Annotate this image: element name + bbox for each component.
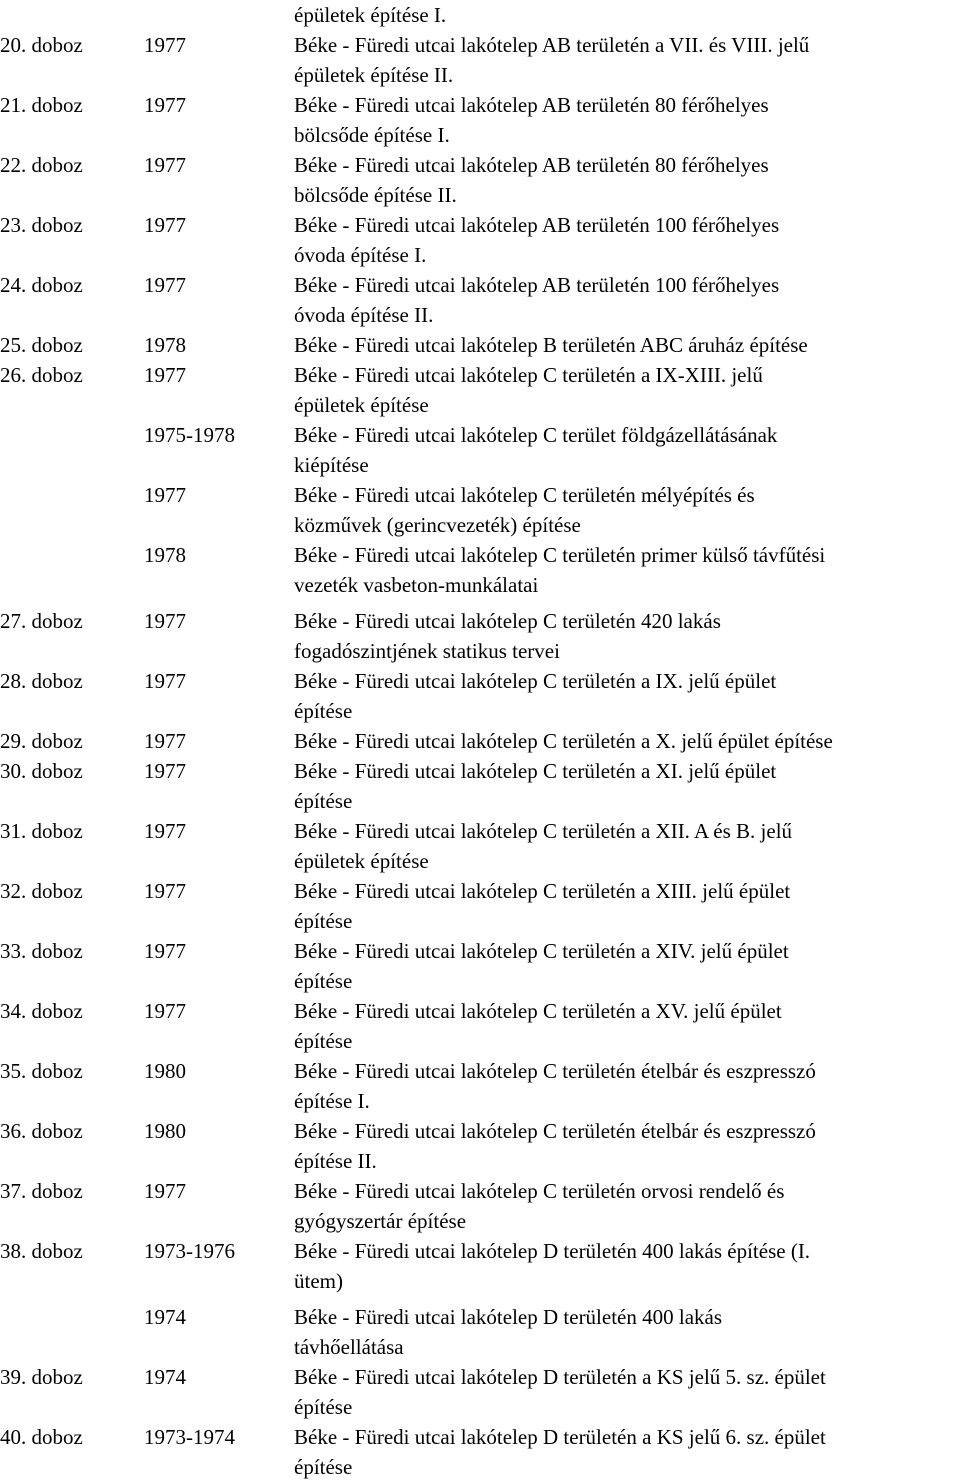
entry-description-line: Béke - Füredi utcai lakótelep C területén primer külső távfűtési — [294, 543, 826, 567]
box-number: 23. doboz — [0, 213, 83, 237]
entry-description-line: Béke - Füredi utcai lakótelep AB területén 100 férőhelyes — [294, 273, 780, 297]
entry-description-line: építése — [294, 1029, 353, 1053]
year: 1977 — [144, 879, 186, 903]
box-number: 34. doboz — [0, 999, 83, 1023]
entry-description-line: fogadószintjének statikus tervei — [294, 639, 560, 663]
entry-description-line: építése — [294, 909, 353, 933]
year: 1977 — [144, 939, 186, 963]
entry-description-line: Béke - Füredi utcai lakótelep C területén a XIII. jelű épület — [294, 879, 791, 903]
year: 1977 — [144, 363, 186, 387]
entry-description-line: Béke - Füredi utcai lakótelep C területén ételbár és eszpresszó — [294, 1059, 816, 1083]
list-item — [0, 1362, 960, 1422]
entry-description-line: épületek építése — [294, 849, 429, 873]
entry-description-line: közművek (gerincvezeték) építése — [294, 513, 581, 537]
box-number: 21. doboz — [0, 93, 83, 117]
entry-description-line: Béke - Füredi utcai lakótelep C területén a X. jelű épület építése — [294, 729, 833, 753]
entry-description-line: építése II. — [294, 1149, 377, 1173]
year: 1973-1976 — [144, 1239, 235, 1263]
entry-description-line: építése — [294, 1455, 353, 1479]
box-number: 29. doboz — [0, 729, 83, 753]
box-number: 25. doboz — [0, 333, 83, 357]
year: 1974 — [144, 1305, 186, 1329]
entry-description-line: Béke - Füredi utcai lakótelep C területén a XV. jelű épület — [294, 999, 782, 1023]
list-item — [0, 480, 960, 540]
entry-description-line: építése — [294, 789, 353, 813]
year: 1977 — [144, 1179, 186, 1203]
entry-description-line: Béke - Füredi utcai lakótelep C területén a XI. jelű épület — [294, 759, 777, 783]
year: 1977 — [144, 273, 186, 297]
entry-description-line: építése — [294, 699, 353, 723]
entry-description-line: építése — [294, 1395, 353, 1419]
list-item — [0, 1422, 960, 1482]
year: 1977 — [144, 33, 186, 57]
entry-description-line: Béke - Füredi utcai lakótelep C területén a XII. A és B. jelű — [294, 819, 793, 843]
box-number: 22. doboz — [0, 153, 83, 177]
year: 1977 — [144, 483, 186, 507]
entry-description-line: Béke - Füredi utcai lakótelep AB területén 80 férőhelyes — [294, 153, 769, 177]
list-item — [0, 1302, 960, 1362]
box-number: 38. doboz — [0, 1239, 83, 1263]
box-number: 24. doboz — [0, 273, 83, 297]
entry-description-line: Béke - Füredi utcai lakótelep AB területén 100 férőhelyes — [294, 213, 780, 237]
entry-description-line: bölcsőde építése I. — [294, 123, 450, 147]
list-item — [0, 996, 960, 1056]
entry-description-line: épületek építése — [294, 393, 429, 417]
year: 1977 — [144, 93, 186, 117]
box-number: 35. doboz — [0, 1059, 83, 1083]
list-item — [0, 666, 960, 726]
box-number: 31. doboz — [0, 819, 83, 843]
box-number: 26. doboz — [0, 363, 83, 387]
list-item — [0, 936, 960, 996]
box-number: 33. doboz — [0, 939, 83, 963]
entry-description-line: Béke - Füredi utcai lakótelep D területén 400 lakás építése (I. — [294, 1239, 811, 1263]
year: 1978 — [144, 333, 186, 357]
box-number: 39. doboz — [0, 1365, 83, 1389]
box-number: 20. doboz — [0, 33, 83, 57]
year: 1978 — [144, 543, 186, 567]
continuation-line — [0, 0, 960, 30]
entry-description-line: Béke - Füredi utcai lakótelep D területén a KS jelű 6. sz. épület — [294, 1425, 826, 1449]
entry-description-line: Béke - Füredi utcai lakótelep AB területén a VII. és VIII. jelű — [294, 33, 810, 57]
entry-description-line: óvoda építése I. — [294, 243, 427, 267]
year: 1977 — [144, 999, 186, 1023]
box-number: 37. doboz — [0, 1179, 83, 1203]
list-item — [0, 1176, 960, 1236]
box-number: 40. doboz — [0, 1425, 83, 1449]
entry-description-line: bölcsőde építése II. — [294, 183, 457, 207]
entry-description-line: kiépítése — [294, 453, 369, 477]
year: 1973-1974 — [144, 1425, 235, 1449]
entry-description-line: Béke - Füredi utcai lakótelep C területén a IX. jelű épület — [294, 669, 777, 693]
box-number: 28. doboz — [0, 669, 83, 693]
box-number: 30. doboz — [0, 759, 83, 783]
year: 1975-1978 — [144, 423, 235, 447]
entry-description-line: vezeték vasbeton-munkálatai — [294, 573, 539, 597]
entry-description-line: Béke - Füredi utcai lakótelep AB területén 80 férőhelyes — [294, 93, 769, 117]
list-item — [0, 876, 960, 936]
entry-description-line: óvoda építése II. — [294, 303, 434, 327]
list-item — [0, 330, 960, 360]
entry-description-line: ütem) — [294, 1269, 343, 1293]
year: 1974 — [144, 1365, 186, 1389]
list-item — [0, 816, 960, 876]
entry-description-line: Béke - Füredi utcai lakótelep C területén a IX-XIII. jelű — [294, 363, 763, 387]
box-number: 36. doboz — [0, 1119, 83, 1143]
list-item — [0, 360, 960, 420]
year: 1977 — [144, 609, 186, 633]
list-item — [0, 606, 960, 666]
entry-description-line: Béke - Füredi utcai lakótelep C terület földgázellátásának — [294, 423, 778, 447]
list-item — [0, 1056, 960, 1116]
entry-description-line: Béke - Füredi utcai lakótelep D területén 400 lakás — [294, 1305, 723, 1329]
entry-description-line: Béke - Füredi utcai lakótelep D területén a KS jelű 5. sz. épület — [294, 1365, 826, 1389]
entry-description-line: Béke - Füredi utcai lakótelep C területén orvosi rendelő és — [294, 1179, 785, 1203]
year: 1977 — [144, 729, 186, 753]
list-item — [0, 210, 960, 270]
list-item — [0, 150, 960, 210]
list-item — [0, 420, 960, 480]
entry-description-line: Béke - Füredi utcai lakótelep C területén a XIV. jelű épület — [294, 939, 789, 963]
entry-description-line: Béke - Füredi utcai lakótelep C területén mélyépítés és — [294, 483, 755, 507]
list-item — [0, 270, 960, 330]
list-item — [0, 30, 960, 90]
year: 1977 — [144, 759, 186, 783]
entry-description-line: gyógyszertár építése — [294, 1209, 467, 1233]
year: 1977 — [144, 213, 186, 237]
entry-description-line: építése — [294, 969, 353, 993]
entry-description-line: távhőellátása — [294, 1335, 404, 1359]
list-item — [0, 1236, 960, 1296]
year: 1977 — [144, 669, 186, 693]
entries-list — [0, 30, 960, 1482]
list-item — [0, 726, 960, 756]
box-number: 32. doboz — [0, 879, 83, 903]
list-item — [0, 540, 960, 600]
entry-description-line: Béke - Füredi utcai lakótelep C területén ételbár és eszpresszó — [294, 1119, 816, 1143]
year: 1980 — [144, 1059, 186, 1083]
list-item — [0, 1116, 960, 1176]
entry-description-line: Béke - Füredi utcai lakótelep C területén 420 lakás — [294, 609, 721, 633]
year: 1977 — [144, 153, 186, 177]
entry-description-line: építése I. — [294, 1089, 370, 1113]
list-item — [0, 90, 960, 150]
entry-description-line: épületek építése II. — [294, 63, 454, 87]
list-item — [0, 756, 960, 816]
year: 1980 — [144, 1119, 186, 1143]
entry-description-line: Béke - Füredi utcai lakótelep B területén ABC áruház építése — [294, 333, 808, 357]
year: 1977 — [144, 819, 186, 843]
entry-description-line: épületek építése I. — [294, 3, 447, 27]
box-number: 27. doboz — [0, 609, 83, 633]
